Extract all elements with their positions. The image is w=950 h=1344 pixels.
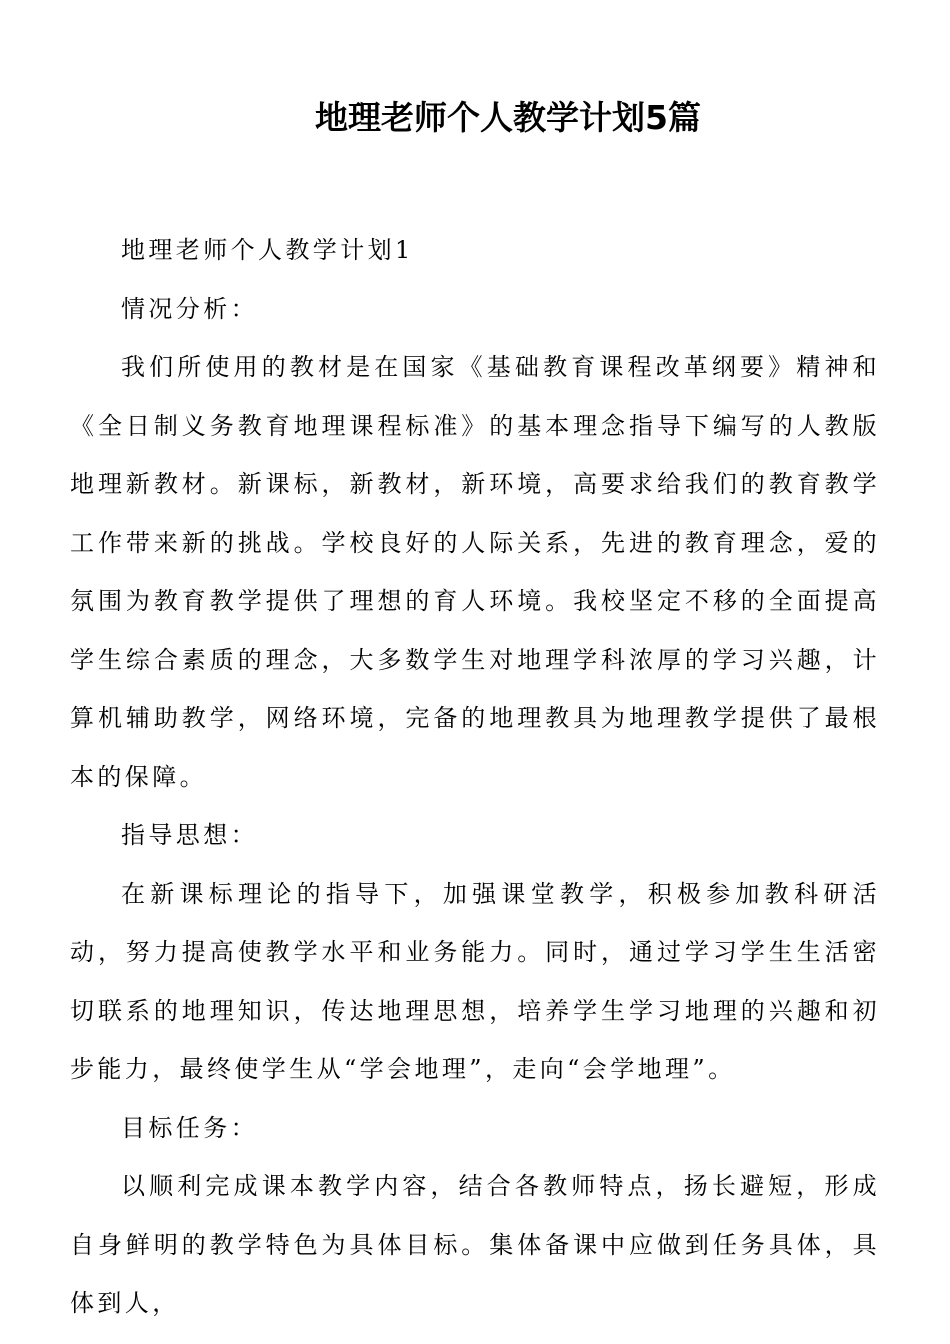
paragraph-goals: 以顺利完成课本教学内容，结合各教师特点，扬长避短，形成自身鲜明的教学特色为具体目标。集体备课中应做到任务具体，具体到人， [70, 1172, 880, 1317]
paragraph-situation: 我们所使用的教材是在国家《基础教育课程改革纲要》精神和《全日制义务教育地理课程标准》的基本理念指导下编写的人教版地理新教材。新课标，新教材，新环境，高要求给我们的教育教学工作带来新的挑战。学校良好的人际关系，先进的教育理念，爱的氛围为教育教学提供了理想的育人环境。我校坚定不移的全面提高学生综合素质的理念，大多数学生对地理学科浓厚的学习兴趣，计算机辅助教学，网络环境，完备的地理教具为地理教学提供了最根本的保障。 [70, 353, 880, 791]
document-body [70, 221, 880, 1333]
section-heading-situation: 情况分析： [121, 294, 258, 323]
document-title: 地理老师个人教学计划5篇 [315, 98, 701, 137]
section-heading-goals: 目标任务： [121, 1113, 258, 1142]
paragraph-guiding: 在新课标理论的指导下，加强课堂教学，积极参加教科研活动，努力提高使教学水平和业务能力。同时，通过学习学生生活密切联系的地理知识，传达地理思想，培养学生学习地理的兴趣和初步能力，最终使学生从“学会地理”，走向“会学地理”。 [70, 879, 880, 1083]
section-title: 地理老师个人教学计划1 [121, 236, 414, 264]
section-heading-guiding: 指导思想： [121, 821, 258, 849]
